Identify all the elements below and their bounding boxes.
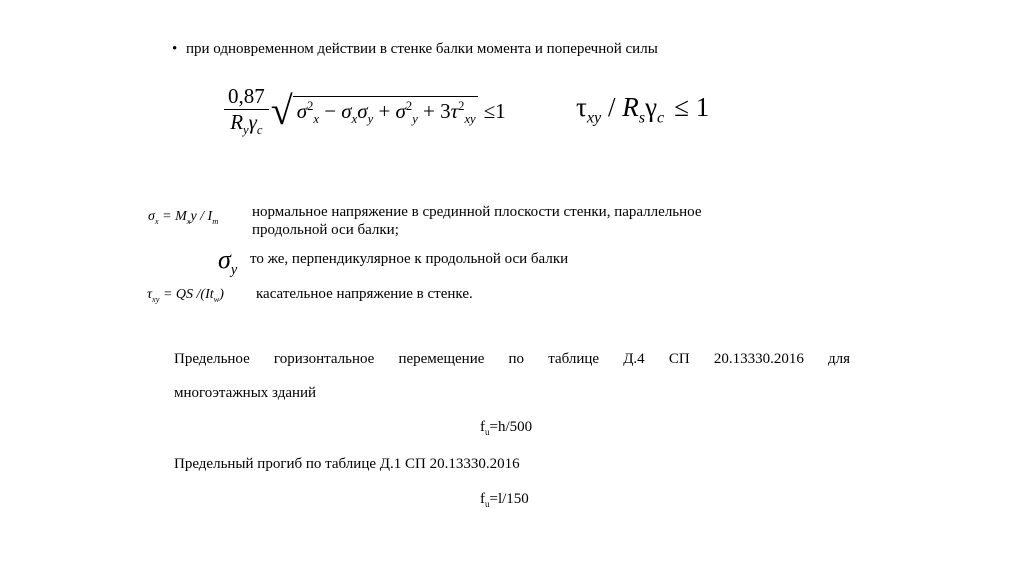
formula-web-strength	[224, 84, 506, 138]
paragraph-deflection: Предельный прогиб по таблице Д.1 СП 20.13330.2016	[174, 456, 520, 472]
definition-tau-xy: касательное напряжение в стенке.	[256, 286, 473, 302]
formula-shear-check: $\tau_{xy} / R_s\gamma_c \le 1$	[576, 92, 710, 127]
sigma-x-formula: $\sigma_x = M_xy / I_m$	[148, 209, 219, 226]
formula1-fraction	[224, 84, 269, 138]
bullet-text: при одновременном действии в стенке балки момента и поперечной силы	[186, 41, 658, 57]
paragraph-horizontal-displacement: Предельное горизонтальное перемещение по таблице Д.4 СП 20.13330.2016 для	[174, 351, 850, 367]
formula1-le: ≤1	[483, 98, 506, 123]
formula1-radicand: $\sigma^2_x - \sigma_x\sigma_y + \sigma^2_y + 3\tau^2_{xy}$	[293, 96, 478, 127]
bullet-line	[172, 40, 658, 58]
definition-sigma-x-line1: нормальное напряжение в срединной плоскости стенки, параллельное	[252, 204, 702, 220]
tau-xy-formula: $\tau_{xy}$ = QS $/(It_w)$	[147, 287, 224, 304]
formula1-denominator: $R_y\gamma_c$	[224, 109, 269, 138]
sigma-y-symbol: $\sigma_y$	[218, 245, 238, 279]
definition-sigma-y: то же, перпендикулярное к продольной оси балки	[250, 251, 569, 267]
fu-deflection-limit: $f_u=l/150$	[480, 491, 529, 509]
bullet-glyph: •	[172, 41, 178, 57]
fu-horizontal-limit: $f_u=h/500$	[480, 419, 533, 437]
paragraph-horizontal-displacement-line2: многоэтажных зданий	[174, 385, 317, 401]
formula1-numerator: 0,87	[228, 84, 265, 108]
radical-sign: √	[270, 88, 293, 134]
formula1-sqrt	[270, 88, 478, 134]
definition-sigma-x-line2: продольной оси балки;	[252, 222, 399, 238]
